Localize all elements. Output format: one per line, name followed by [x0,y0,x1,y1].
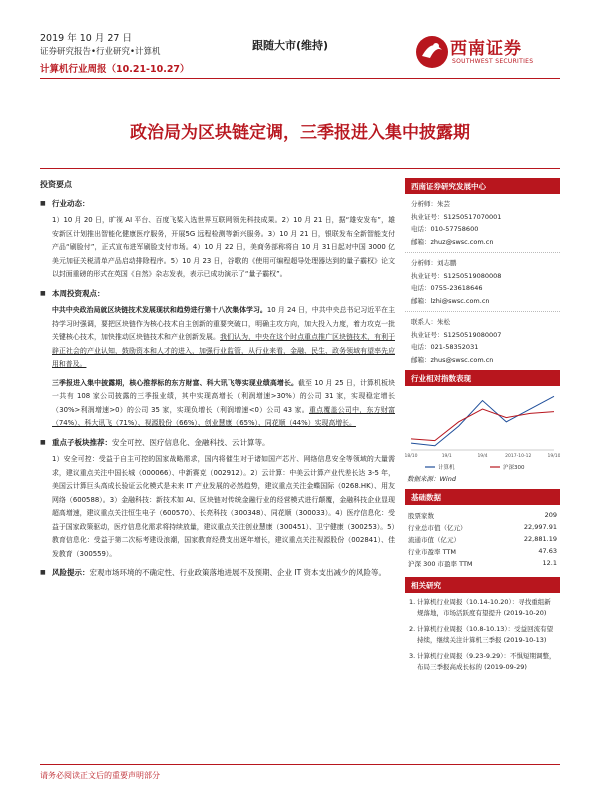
analyst-value: 0755-23618646 [430,284,483,292]
analyst-row [411,236,554,249]
analyst-row [411,341,554,354]
rating: 跟随大市(维持) [252,39,329,52]
list-text: 计算机行业周报（9.23-9.29）：不惧短期调整，布局三季报高成长标的 (2019-09-29) [417,652,556,671]
analyst-list [405,194,560,370]
analyst-value[interactable]: zhus@swsc.com.cn [430,355,494,364]
analyst-row [411,329,554,342]
industry-dynamic-text: 1）10 月 20 日，旷视 AI 平台、百度飞桨入选世界互联网领先科技成果。2）10 月 21 日，据“雄安发布”，雄安新区计划推出智能化健康医疗服务，开展5G 远程检测等新兴服务。3）10 月 21 日，银联发布全新智能支付产品“刷脸付”，正式宣布进军刷脸支付市场。4）10 月 22 日，美商务部称将自 10 月 31日起对中国 3000 亿美元加征关税清单产品启动排除程序。5）10 月 23 日，谷歌的《使用可编程超导处理器达到的量子霸权》论文以封面重磅的形式在英国《自然》杂志发表，表示已成功演示了“量子霸权”。 [52,216,395,278]
analyst-value: S1250517070001 [443,212,502,221]
list-number: 3. [409,652,416,660]
analyst-label: 电话： [411,284,431,292]
invest-summary [40,178,395,584]
table-key: 流通市值（亿元） [408,535,460,544]
viewpoint-1-end: 从行业来看，金融、民生、政务领域有望率先应用和普及。 [52,346,395,368]
analyst-label: 执业证号： [411,330,444,339]
analyst-card [405,194,560,253]
analyst-row [411,270,554,283]
focus-detail: 1）安全可控：受益于自主可控的国家战略需求，国内将催生对于诸如国产芯片、网络信息安全等领域的大量需求，建议重点关注中国长城（000066）、中新赛克（002912）。2）云计算：中美云计算产业代差长达 3-5 年，美国云计算巨头高成长验证云化模式是未来 IT 产业发展的必然趋势，建议重点关注金蝶国际（0268.HK）、用友网络（600588）。3）金融科技：新技术如 AI、区块链对传统金融行业的经营模式进行颠覆，金融科技企业显现超高增速，建议重点关注恒生电子（600570）、长亮科技（300348）、同花顺（300033）。4）医疗信息化：受益于国家政策驱动，医疗信息化需求将持续放量，建议重点关注创业慧康（300451）、卫宁健康（300253）。5）教育信息化：受益于第二次标考建设浪潮，国家教育经费支出逐年增长，建议重点关注视源股份（002841）、佳发教育（300559）。 [52,455,395,558]
table-row [405,521,560,533]
table-value: 22,881.19 [523,535,557,543]
list-item[interactable] [409,651,556,673]
industry-dynamic-heading: ■ 行业动态： [40,197,395,211]
analyst-value: 朱松 [437,318,450,326]
related-research-heading: 相关研究 [405,577,560,593]
x-tick-label: 19/1 [441,454,452,459]
table-key: 沪深 300 市盈率 TTM [408,559,473,568]
analyst-label: 联系人： [411,318,437,326]
series-line [411,409,554,441]
logo-en-text: SOUTHWEST SECURITIES [452,58,534,65]
x-tick-label: 2017-10-12 [505,454,532,459]
risk-text: 宏观市场环境的不确定性、行业政策落地进展不及预期、企业 IT 资本支出减少的风险等。 [89,568,387,577]
analyst-row [411,211,554,224]
viewpoint-2-underline: 重点覆盖公司中，东方财富（74%）、科大讯飞（71%）、视源股份（66%）、创业慧康（65%）、同花顺（44%）实现高增长。 [52,405,396,427]
report-type: 证券研究报告•行业研究•计算机 [40,47,161,57]
chart-heading: 行业相对指数表现 [405,370,560,386]
viewpoint-1-bold: 中共中央政治局就区块链技术发展现状和趋势进行第十八次集体学习。 [52,306,267,314]
table-row [405,509,560,521]
analyst-value: S1250519080008 [443,271,502,280]
list-number: 1. [409,598,416,606]
focus-heading-label: 重点子板块推荐： [52,437,112,447]
analyst-value[interactable]: zhuz@swsc.com.cn [430,237,494,246]
sidebar [405,178,560,682]
analyst-label: 邮箱： [411,355,431,364]
analyst-row [411,282,554,295]
analyst-row [411,257,554,270]
chart-svg [405,386,560,472]
analyst-value: 朱芸 [437,200,450,208]
table-value: 47.63 [538,547,557,555]
viewpoint-2 [40,377,395,431]
analyst-value: 010-57758600 [430,225,479,233]
viewpoint-1-text: 10 月 24 日，中共中央总书记习近平在主持学习时强调，要把区块链作为核心技术自主创新的重要突破口，明确主攻方向，加大投入力度，着力攻克一批关键核心技术，加快推动区块链技术和产业创新发展。 [52,306,396,341]
risk-heading-label: 风险提示： [52,568,90,577]
focus-summary: 安全可控、医疗信息化、金融科技、云计算等。 [112,437,270,447]
table-key: 股票家数 [408,511,434,520]
analyst-card [405,312,560,370]
relative-index-chart [405,386,560,472]
viewpoint-heading: ■ 本周投资观点： [40,287,395,301]
legend-label: 计算机 [438,465,455,471]
analyst-label: 执业证号： [411,271,444,280]
report-date: 2019 年 10 月 27 日 [40,33,132,44]
analyst-label: 电话： [411,343,431,351]
viewpoint-1-underline: 我们认为，中央在这个时点重点推广区块链技术，有利于辟正社会的产业认知，鼓励资本和人才的进入，加强行业监管， [52,333,396,355]
analyst-row [411,198,554,211]
analyst-value[interactable]: lzhi@swsc.com.cn [430,296,490,305]
report-title: 政治局为区块链定调，三季报进入集中披露期 [130,123,470,143]
footer-divider [40,764,560,765]
table-row [405,533,560,545]
related-research-list [405,593,560,682]
header-divider [40,78,560,79]
series-line [411,396,554,445]
invest-heading: 投资要点 [40,180,72,189]
analyst-label: 邮箱： [411,296,431,305]
basic-data-table [405,509,560,569]
chart-source: 数据来源：Wind [407,475,456,483]
table-key: 行业总市值（亿元） [408,523,467,532]
x-tick-label: 18/10 [405,454,418,459]
analyst-label: 邮箱： [411,237,431,246]
x-tick-label: 19/4 [477,454,488,459]
table-value: 12.1 [542,559,557,567]
list-item[interactable] [409,597,556,619]
x-tick-label: 19/10 [547,454,560,459]
table-row [405,557,560,569]
table-value: 209 [544,511,557,519]
analyst-label: 电话： [411,225,431,233]
legend-label: 沪深300 [503,465,525,471]
viewpoint-2-bold: 三季报进入集中披露期，核心推荐标的东方财富、科大讯飞等实现业绩高增长。 [52,378,298,387]
analyst-value: S1250519080007 [443,330,502,339]
analyst-card [405,253,560,312]
analyst-label: 执业证号： [411,212,444,221]
table-row [405,545,560,557]
table-value: 22,997.91 [523,523,557,531]
table-key: 行业市盈率 TTM [408,547,457,556]
analyst-label: 分析师： [411,259,437,267]
footer-disclaimer: 请务必阅读正文后的重要声明部分 [40,771,160,780]
logo-text: 西南证券 [450,39,522,59]
focus-heading [40,436,395,450]
weekly-title: 计算机行业周报（10.21-10.27） [40,64,190,75]
analyst-value: 刘志鹏 [437,259,457,267]
research-center-heading: 西南证券研究发展中心 [405,178,560,194]
list-text: 计算机行业周报（10.14-10.20）：寻找重组新规落地，市场活跃度有望提升 (2019-10-20) [417,598,551,617]
title-divider [40,168,560,169]
viewpoint-2-text: 截至 10 月 25 日，计算机板块一共有 108 家公司披露的三季报业绩，其中实现高增长（利润增速>30%）的公司 31 家，实现稳定增长（30%>利润增速>0）的公司 35 家，实现负增长（利润增速<0）公司 43 家。 [52,378,395,414]
basic-data-heading: 基础数据 [405,489,560,505]
list-number: 2. [409,625,416,633]
analyst-row [411,295,554,308]
analyst-row [411,316,554,329]
viewpoint-1 [40,304,395,372]
analyst-row [411,354,554,367]
analyst-value: 021-58352031 [430,343,479,351]
analyst-label: 分析师： [411,200,437,208]
risk-heading [40,566,395,580]
list-text: 计算机行业周报（10.8-10.13）：受益回流有望持续，继续关注计算机三季报 (2019-10-13) [417,625,554,644]
analyst-row [411,223,554,236]
list-item[interactable] [409,624,556,646]
